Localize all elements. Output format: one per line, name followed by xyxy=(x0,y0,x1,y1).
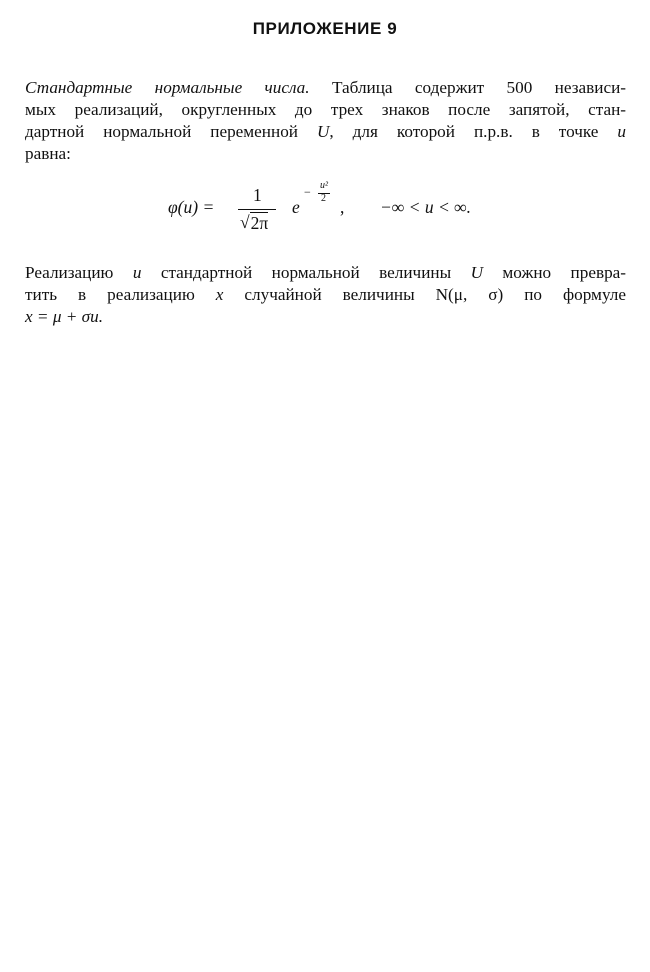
paragraph-line: тить в реализацию x случайной величины N(μ, σ) по формуле xyxy=(25,285,626,304)
paragraph-line: мых реализаций, округленных до трех знаков после запятой, стан- xyxy=(25,100,626,119)
intro-paragraph xyxy=(25,77,626,165)
formula-numerator: 1 xyxy=(253,185,262,205)
paragraph-line: Реализацию u стандартной нормальной величины U можно превра- xyxy=(25,263,627,282)
formula-denominator: √ 2π xyxy=(240,212,269,233)
paragraph-text: , для которой п.р.в. в точке xyxy=(329,122,599,141)
paragraph-line xyxy=(25,306,626,328)
density-formula xyxy=(168,180,498,235)
paragraph-text: Таблица содержит 500 независи- xyxy=(331,78,626,97)
fraction-bar xyxy=(238,209,276,210)
exponent-sign: − xyxy=(304,185,311,199)
variable-x: x xyxy=(215,285,224,304)
variable-u: u xyxy=(132,263,142,282)
page-title: ПРИЛОЖЕНИЕ 9 xyxy=(252,19,398,38)
exponent-numerator: u² xyxy=(320,180,328,191)
formula-range: −∞ < u < ∞. xyxy=(380,197,472,217)
variable-U: U xyxy=(470,263,483,282)
transform-formula: x = μ + σu. xyxy=(25,307,104,326)
variable-U: U xyxy=(316,122,330,141)
paragraph-line xyxy=(25,121,626,143)
section-lead: Стандартные нормальные числа. xyxy=(25,78,310,97)
formula-comma: , xyxy=(340,197,345,217)
paragraph-text: дартной нормальной переменной xyxy=(25,122,298,141)
paragraph-line: равна: xyxy=(25,144,71,163)
formula-base: e xyxy=(292,197,300,217)
exponent-denominator: 2 xyxy=(321,193,326,204)
variable-u: u xyxy=(617,122,627,141)
paragraph-line xyxy=(25,77,626,99)
transform-paragraph xyxy=(25,262,626,328)
formula-lhs: φ(u) = xyxy=(168,197,215,217)
